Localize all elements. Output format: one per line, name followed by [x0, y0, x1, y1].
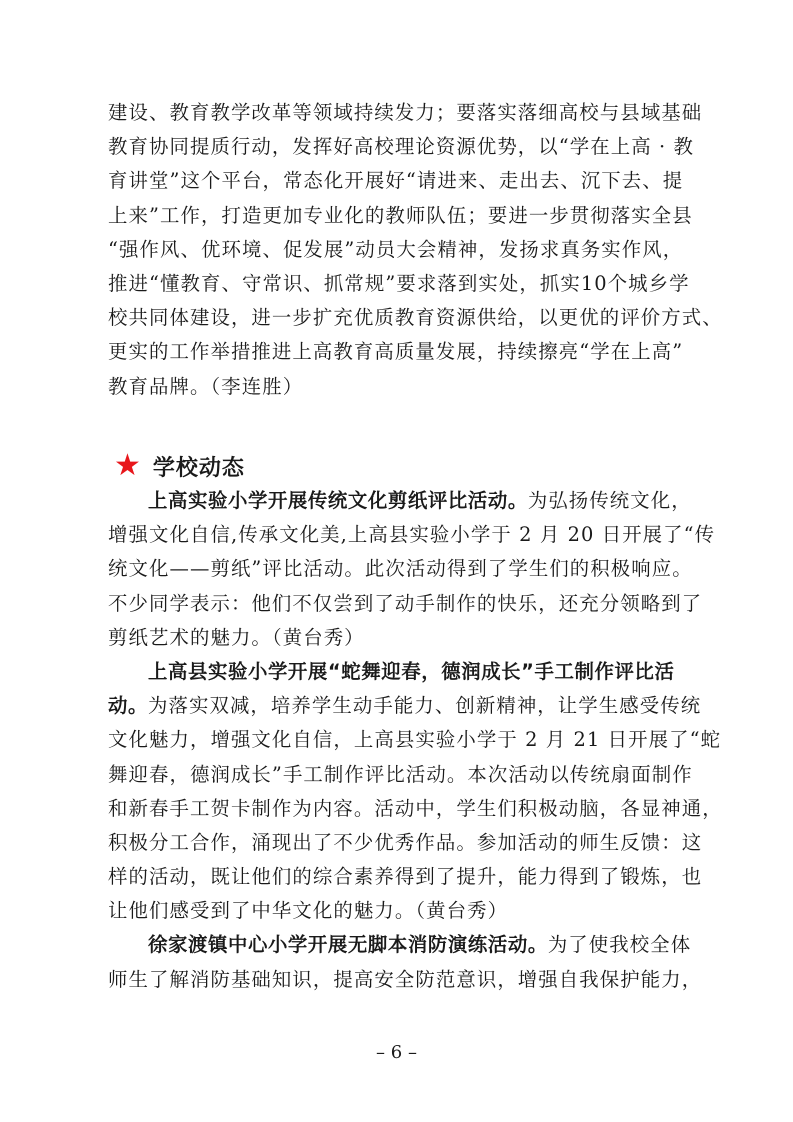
- continued-paragraph: [108, 96, 723, 404]
- news-line: 样的活动，既让他们的综合素养得到了提升，能力得到了锻炼，也: [108, 865, 703, 889]
- news-line: 增强文化自信,传承文化美,上高县实验小学于 2 月 20 日开展了“传: [108, 523, 716, 547]
- section-title: 学校动态: [152, 455, 245, 481]
- paragraph-line: 建设、教育教学改革等领域持续发力；要落实落细高校与县域基础: [108, 101, 703, 124]
- news-line: 文化魅力，增强文化自信，上高县实验小学于 2 月 21 日开展了“蛇: [108, 728, 722, 752]
- page-number: – 6 –: [376, 1042, 417, 1063]
- paragraph-line: 更实的工作举措推进上高教育高质量发展，持续擦亮“学在上高”: [108, 340, 684, 364]
- news-line: 师生了解消防基础知识，提高安全防范意识，增强自我保护能力，: [108, 967, 703, 991]
- news-line: 不少同学表示：他们不仅尝到了动手制作的快乐，还充分领略到了: [108, 591, 703, 615]
- news-item: [108, 655, 723, 929]
- school-news: [108, 484, 723, 997]
- news-first-line: [108, 655, 698, 689]
- star-icon: ★: [114, 448, 141, 483]
- news-item: [108, 484, 716, 655]
- news-line: 剪纸艺术的魅力。（黄台秀）: [108, 625, 365, 649]
- news-line: 舞迎春，德润成长”手工制作评比活动。本次活动以传统扇面制作: [108, 762, 693, 786]
- news-second-line: [108, 689, 702, 723]
- news-first-line: [108, 484, 698, 518]
- news-line: 让他们感受到了中华文化的魅力。（黄台秀）: [108, 899, 509, 923]
- news-headline: 徐家渡镇中心小学开展无脚本消防演练活动。: [148, 933, 548, 957]
- paragraph-line: 上来”工作，打造更加专业化的教师队伍；要进一步贯彻落实全县: [108, 203, 693, 227]
- news-text: 为落实双减，培养学生动手能力、创新精神，让学生感受传统: [147, 694, 702, 718]
- news-line: 和新春手工贺卡制作为内容。活动中，学生们积极动脑，各显神通，: [108, 796, 723, 820]
- news-item: [108, 928, 703, 996]
- news-text: 为弘扬传统文化，: [527, 489, 692, 512]
- paragraph-line: 育讲堂”这个平台，常态化开展好“请进来、走出去、沉下去、提: [108, 169, 684, 193]
- section-heading: [114, 448, 245, 484]
- paragraph-line: 校共同体建设，进一步扩充优质教育资源供给，以更优的评价方式、: [108, 306, 723, 330]
- news-first-line: [108, 928, 698, 962]
- news-headline: 上高实验小学开展传统文化剪纸评比活动。: [148, 489, 528, 512]
- news-headline: 上高县实验小学开展“蛇舞迎春，德润成长”手工制作评比活: [148, 659, 675, 683]
- paragraph-line: 教育协同提质行动，发挥好高校理论资源优势，以“学在上高 · 教: [108, 135, 695, 159]
- news-headline-end: 动。: [108, 694, 148, 718]
- paragraph-line: “强作风、优环境、促发展”动员大会精神，发扬求真务实作风，: [108, 237, 684, 261]
- paragraph-line: 教育品牌。（李连胜）: [108, 374, 304, 398]
- news-text: 为了使我校全体: [547, 933, 692, 957]
- news-line: 积极分工合作，涌现出了不少优秀作品。参加活动的师生反馈：这: [108, 830, 703, 854]
- news-line: 统文化——剪纸”评比活动。此次活动得到了学生们的积极响应。: [108, 557, 693, 581]
- paragraph-line: 推进“懂教育、守常识、抓常规”要求落到实处，抓实10个城乡学: [108, 271, 690, 295]
